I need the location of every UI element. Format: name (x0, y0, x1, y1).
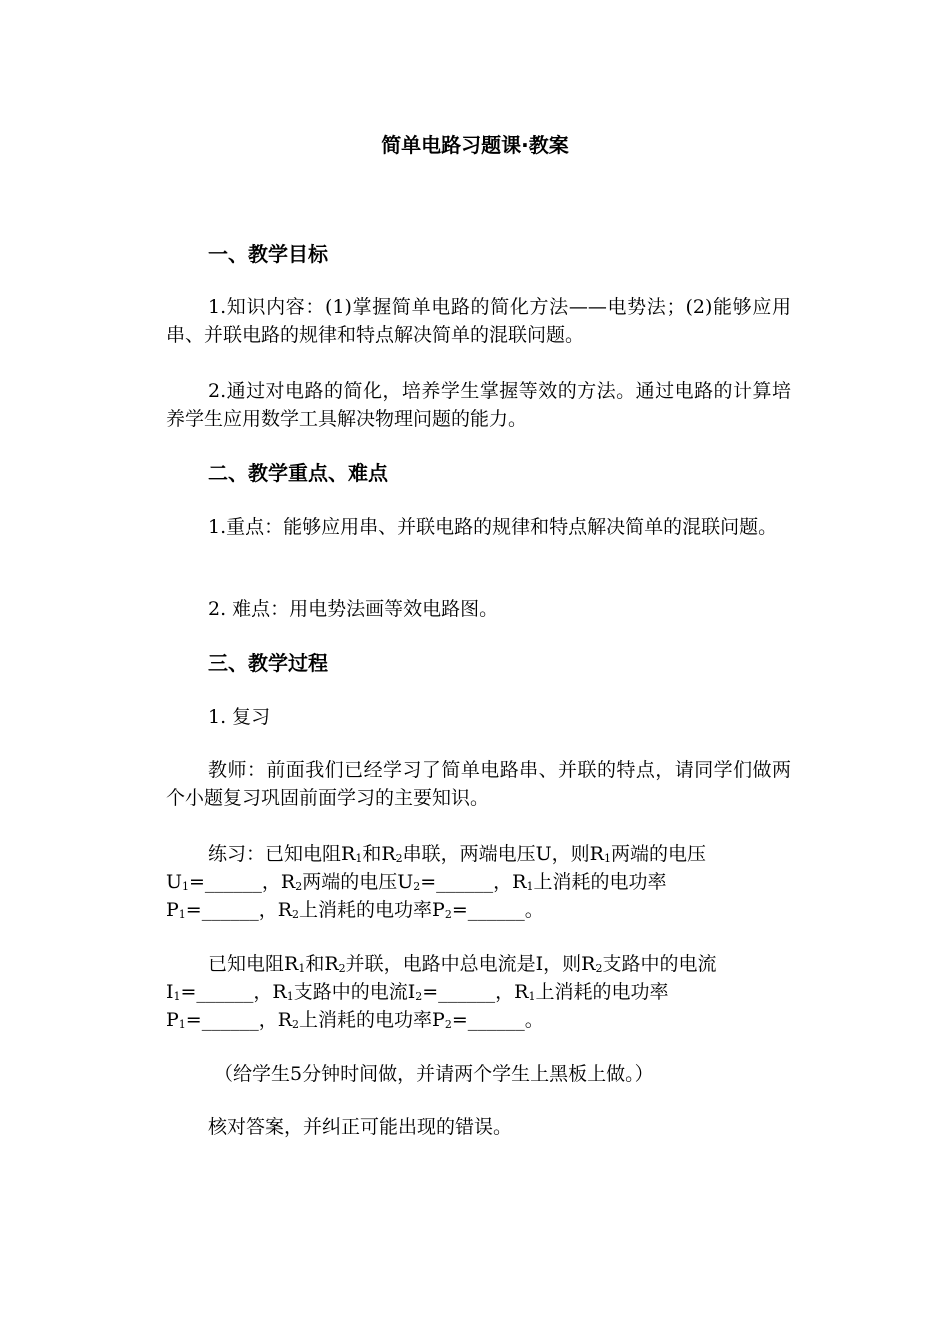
exercise-2-line-3: $P_1=\_\_\_\_\_\_$，$R_2$上消耗的电功率$P_2=\_\_\_\_\_\_$。 (166, 1009, 544, 1031)
paragraph-key-2: 2. 难点：用电势法画等效电路图。 (208, 598, 499, 620)
exercise-2-line-1: 已知电阻$R_1$和$R_2$并联，电路中总电流是I，则$R_2$支路中的电流 (208, 953, 717, 975)
paragraph-time-note: （给学生5分钟时间做，并请两个学生上黑板上做。） (214, 1063, 654, 1085)
document-title: 简单电路习题课·教案 (381, 133, 569, 157)
section-heading-process: 三、教学过程 (208, 651, 328, 675)
exercise-2-line-2: $I_1=\_\_\_\_\_\_$，$R_1$支路中的电流$I_2=\_\_\_\_\_\_$，$R_1$上消耗的电功率 (166, 981, 669, 1003)
paragraph-teacher: 教师：前面我们已经学习了简单电路串、并联的特点，请同学们做两个小题复习巩固前面学习的主要知识。 (166, 759, 791, 809)
exercise-1-line-3: $P_1=\_\_\_\_\_\_$，$R_2$上消耗的电功率$P_2=\_\_\_\_\_\_$。 (166, 899, 544, 921)
paragraph-key-1: 1.重点：能够应用串、并联电路的规律和特点解决简单的混联问题。 (208, 516, 778, 538)
paragraph-check-answers: 核对答案，并纠正可能出现的错误。 (208, 1116, 513, 1138)
paragraph-goal-1: 1.知识内容：(1)掌握简单电路的简化方法——电势法；(2)能够应用串、并联电路的规律和特点解决简单的混联问题。 (166, 296, 791, 346)
section-heading-key-points: 二、教学重点、难点 (208, 461, 388, 485)
paragraph-goal-2: 2.通过对电路的简化，培养学生掌握等效的方法。通过电路的计算培养学生应用数学工具解决物理问题的能力。 (166, 380, 791, 430)
exercise-1-line-2: $U_1=\_\_\_\_\_\_$，$R_2$两端的电压$U_2=\_\_\_\_\_\_$，$R_1$上消耗的电功率 (166, 871, 667, 893)
section-heading-goals: 一、教学目标 (208, 242, 328, 266)
exercise-1-line-1: 练习：已知电阻$R_1$和$R_2$串联，两端电压U，则$R_1$两端的电压 (208, 843, 706, 865)
paragraph-review: 1. 复习 (208, 706, 271, 728)
